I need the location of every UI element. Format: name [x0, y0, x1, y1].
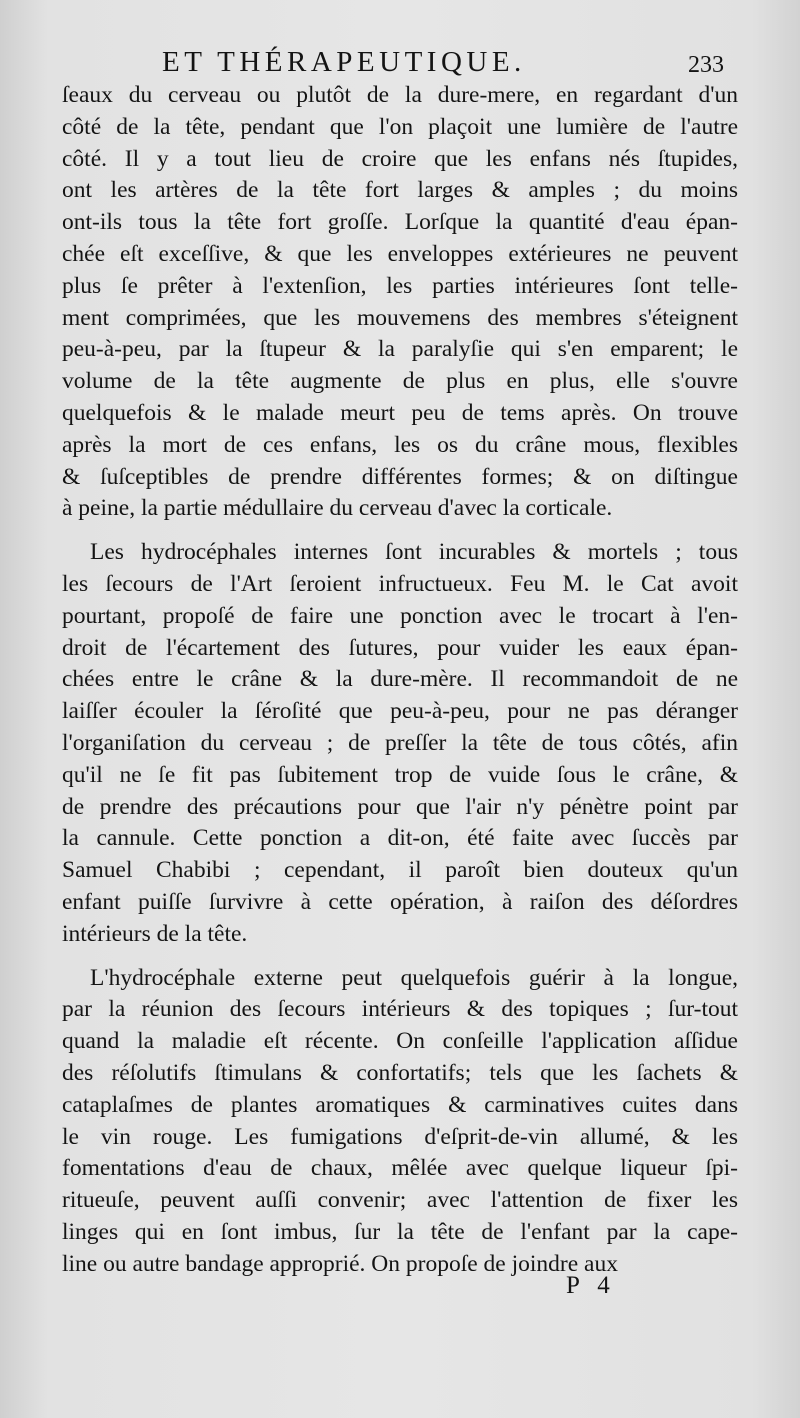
text-line: intérieurs de la tête. — [62, 920, 248, 947]
text-line: l'organiſation du cerveau ; de preſſer la tête de tous côtés, afin — [62, 729, 738, 756]
text-line: droit de l'écartement des ſutures, pour vuider les eaux épan- — [62, 634, 738, 661]
paragraph — [62, 963, 738, 1281]
text-line: la cannule. Cette ponction a dit-on, été faite avec ſuccès par — [62, 825, 738, 852]
text-line: volume de la tête augmente de plus en plus, elle s'ouvre — [62, 368, 738, 395]
text-line: chée eſt exceſſive, & que les enveloppes extérieures ne peuvent — [62, 240, 738, 267]
page-header — [0, 42, 800, 82]
text-line: line ou autre bandage approprié. On propoſe de joindre aux — [62, 1250, 618, 1277]
text-line: Samuel Chabibi ; cependant, il paroît bien douteux qu'un — [62, 857, 738, 884]
text-line: quelquefois & le malade meurt peu de tems après. On trouve — [62, 399, 738, 426]
running-title: ET THÉRAPEUTIQUE. — [162, 46, 526, 78]
text-line: plus ſe prêter à l'extenſion, les parties intérieures ſont telle- — [62, 272, 738, 299]
text-line: enfant puiſſe ſurvivre à cette opération, à raiſon des déſordres — [62, 888, 738, 915]
paragraph — [62, 80, 738, 525]
text-line: pourtant, propoſé de faire une ponction avec le trocart à l'en- — [62, 602, 738, 629]
text-line: laiſſer écouler la ſéroſité que peu-à-peu, pour ne pas déranger — [62, 698, 738, 725]
text-line: à peine, la partie médullaire du cerveau d'avec la corticale. — [62, 495, 613, 522]
text-line: Les hydrocéphales internes ſont incurables & mortels ; tous — [90, 539, 738, 566]
text-line: après la mort de ces enfans, les os du crâne mous, flexibles — [62, 431, 738, 458]
text-line: le vin rouge. Les fumigations d'eſprit-de-vin allumé, & les — [62, 1123, 738, 1150]
text-line: ſeaux du cerveau ou plutôt de la dure-mere, en regardant d'un — [62, 82, 738, 108]
text-line: & ſuſceptibles de prendre différentes formes; & on diſtingue — [62, 463, 738, 490]
text-line: des réſolutifs ſtimulans & confortatifs; tels que les ſachets & — [62, 1059, 738, 1086]
text-line: peu-à-peu, par la ſtupeur & la paralyſie qui s'en emparent; le — [62, 336, 738, 363]
text-line: de prendre des précautions pour que l'air n'y pénètre point par — [62, 793, 738, 820]
text-line: ont-ils tous la tête fort groſſe. Lorſque la quantité d'eau épan- — [62, 209, 738, 236]
text-line: L'hydrocéphale externe peut quelquefois guérir à la longue, — [90, 964, 738, 991]
text-line: par la réunion des ſecours intérieurs & des topiques ; ſur-tout — [62, 996, 738, 1023]
text-line: ont les artères de la tête fort larges & amples ; du moins — [62, 177, 738, 204]
signature-mark: P 4 — [566, 1272, 616, 1299]
body-text — [62, 80, 738, 1280]
text-line: côté. Il y a tout lieu de croire que les enfans nés ſtupides, — [62, 145, 738, 172]
text-line: linges qui en ſont imbus, ſur la tête de l'enfant par la cape- — [62, 1218, 738, 1245]
text-line: cataplaſmes de plantes aromatiques & carminatives cuites dans — [62, 1091, 738, 1118]
page-number: 233 — [688, 52, 724, 78]
text-line: quand la maladie eſt récente. On conſeille l'application aſſidue — [62, 1028, 738, 1055]
text-line: les ſecours de l'Art ſeroient infructueux. Feu M. le Cat avoit — [62, 570, 738, 597]
text-line: côté de la tête, pendant que l'on plaçoit une lumière de l'autre — [62, 113, 738, 140]
text-line: fomentations d'eau de chaux, mêlée avec quelque liqueur ſpi- — [62, 1155, 738, 1182]
text-line: qu'il ne ſe fit pas ſubitement trop de vuide ſous le crâne, & — [62, 761, 738, 788]
text-line: ritueuſe, peuvent auſſi convenir; avec l'attention de fixer les — [62, 1187, 738, 1214]
text-line: chées entre le crâne & la dure-mère. Il recommandoit de ne — [62, 666, 738, 693]
text-line: ment comprimées, que les mouvemens des membres s'éteignent — [62, 304, 738, 331]
paragraph — [62, 537, 738, 950]
